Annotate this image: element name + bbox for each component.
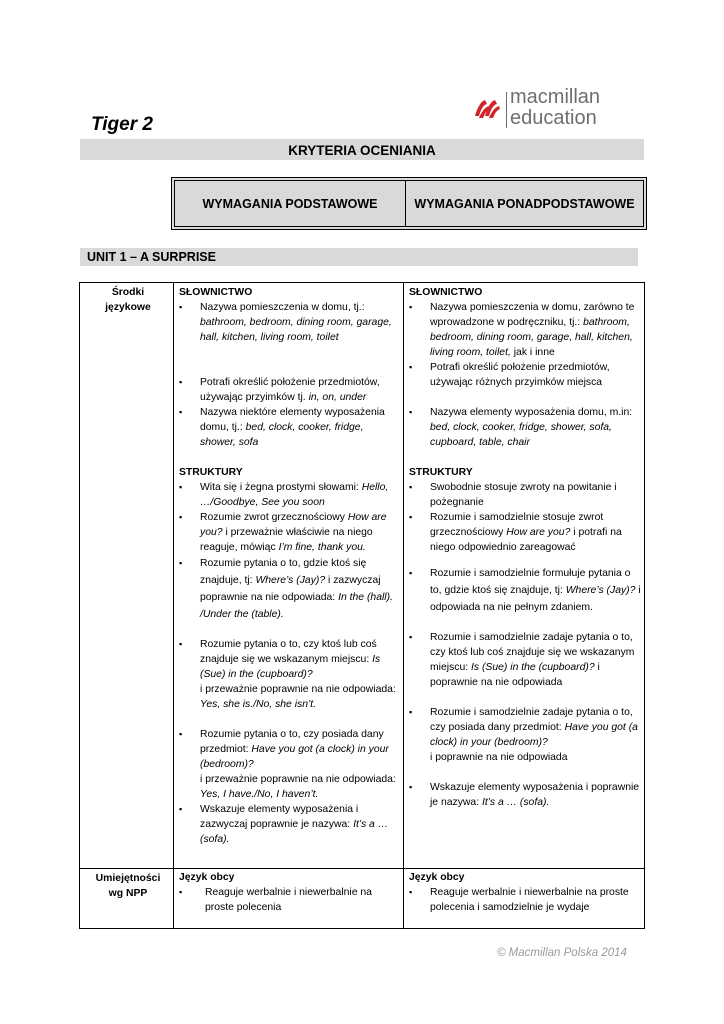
logo-line-1: macmillan [510,86,601,108]
list-item: ▪ Rozumie i samodzielnie formułuje pytania o to, gdzie ktoś się znajduje, tj: Where’s (Jay)? i odpowiada na nie pełnym zdaniem. [409,565,641,616]
advanced-vocab-heading: SŁOWNICTWO [409,287,483,298]
advanced-lang-heading: Język obcy [409,872,465,883]
list-item: ▪ Reaguje werbalnie i niewerbalnie na proste polecenia [179,885,399,915]
unit-heading: UNIT 1 – A SURPRISE [80,248,638,266]
list-item: ▪ Nazywa pomieszczenia w domu, zarówno te wprowadzone w podręczniku, tj.: bathroom, bedroom, dining room, garage, hall, kitchen, living room, toilet, jak i inne [409,300,641,360]
list-item: ▪ Rozumie zwrot grzecznościowy How are you? i przeważnie właściwie na niego reaguje, mówiąc I’m fine, thank you. [179,510,399,555]
list-item: ▪ Rozumie i samodzielnie stosuje zwrot grzecznościowy How are you? i potrafi na niego odpowiednio zareagować [409,510,641,555]
document-title: Tiger 2 [91,114,153,135]
list-item: ▪ Rozumie i samodzielnie zadaje pytania o to, czy ktoś lub coś znajduje się we wskazanym miejscu: Is (Sue) in the (cupboard)? i poprawnie na nie odpowiada [409,630,641,690]
list-item: ▪ Rozumie pytania o to, czy ktoś lub coś znajduje się we wskazanym miejscu: Is (Sue) in the (cupboard)? i przeważnie poprawnie na nie odpowiada: Yes, she is./No, she isn’t. [179,637,399,712]
macmillan-logo [473,88,613,132]
basic-struct-heading: STRUKTURY [179,467,243,478]
list-item: ▪ Nazywa elementy wyposażenia domu, m.in: bed, clock, cooker, fridge, shower, sofa, cupboard, table, chair [409,405,641,450]
list-item: ▪ Rozumie pytania o to, gdzie ktoś się znajduje, tj: Where’s (Jay)? i zazwyczaj poprawnie na nie odpowiada: In the (hall). /Under the (table). [179,555,399,623]
list-item: ▪ Reaguje werbalnie i niewerbalnie na proste polecenia i samodzielnie je wydaje [409,885,641,915]
list-item: ▪ Potrafi określić położenie przedmiotów, używając różnych przyimków miejsca [409,360,641,390]
requirements-header [171,177,647,230]
advanced-language-cell [409,285,641,810]
page-heading: KRYTERIA OCENIANIA [80,139,644,160]
row-label-skills: Umiejętności wg NPP [95,873,161,899]
advanced-skills-cell [409,870,641,915]
copyright-footer: © Macmillan Polska 2014 [497,947,627,959]
advanced-struct-heading: STRUKTURY [409,467,473,478]
macmillan-logo-icon [473,96,503,122]
list-item: ▪ Potrafi określić położenie przedmiotów, używając przyimków tj. in, on, under [179,375,399,405]
basic-vocab-heading: SŁOWNICTWO [179,287,253,298]
list-item: ▪ Wita się i żegna prostymi słowami: Hello, …/Goodbye, See you soon [179,480,399,510]
list-item: ▪ Rozumie i samodzielnie zadaje pytania o to, czy posiada dany przedmiot: Have you got (a clock) in your (bedroom)? i poprawnie na nie odpowiada [409,705,641,765]
basic-lang-heading: Język obcy [179,872,235,883]
list-item: ▪ Nazywa niektóre elementy wyposażenia domu, tj.: bed, clock, cooker, fridge, shower, sofa [179,405,399,450]
basic-requirements-header: WYMAGANIA PODSTAWOWE [174,180,406,227]
list-item: ▪ Swobodnie stosuje zwroty na powitanie i pożegnanie [409,480,641,510]
logo-line-2: education [510,107,597,129]
list-item: ▪ Rozumie pytania o to, czy posiada dany przedmiot: Have you got (a clock) in your (bedroom)? i przeważnie poprawnie na nie odpowiada: Yes, I have./No, I haven’t. [179,727,399,802]
basic-skills-cell [179,870,399,915]
list-item: ▪ Nazywa pomieszczenia w domu, tj.: bathroom, bedroom, dining room, garage, hall, kitchen, living room, toilet [179,300,399,345]
list-item: ▪ Wskazuje elementy wyposażenia i poprawnie je nazywa: It’s a … (sofa). [409,780,641,810]
advanced-requirements-header: WYMAGANIA PONADPODSTAWOWE [405,180,644,227]
criteria-table [79,282,645,929]
row-label-language-means: Środki językowe [105,287,151,313]
basic-language-cell [179,285,399,847]
list-item: ▪ Wskazuje elementy wyposażenia i zazwyczaj poprawnie je nazywa: It’s a … (sofa). [179,802,399,847]
